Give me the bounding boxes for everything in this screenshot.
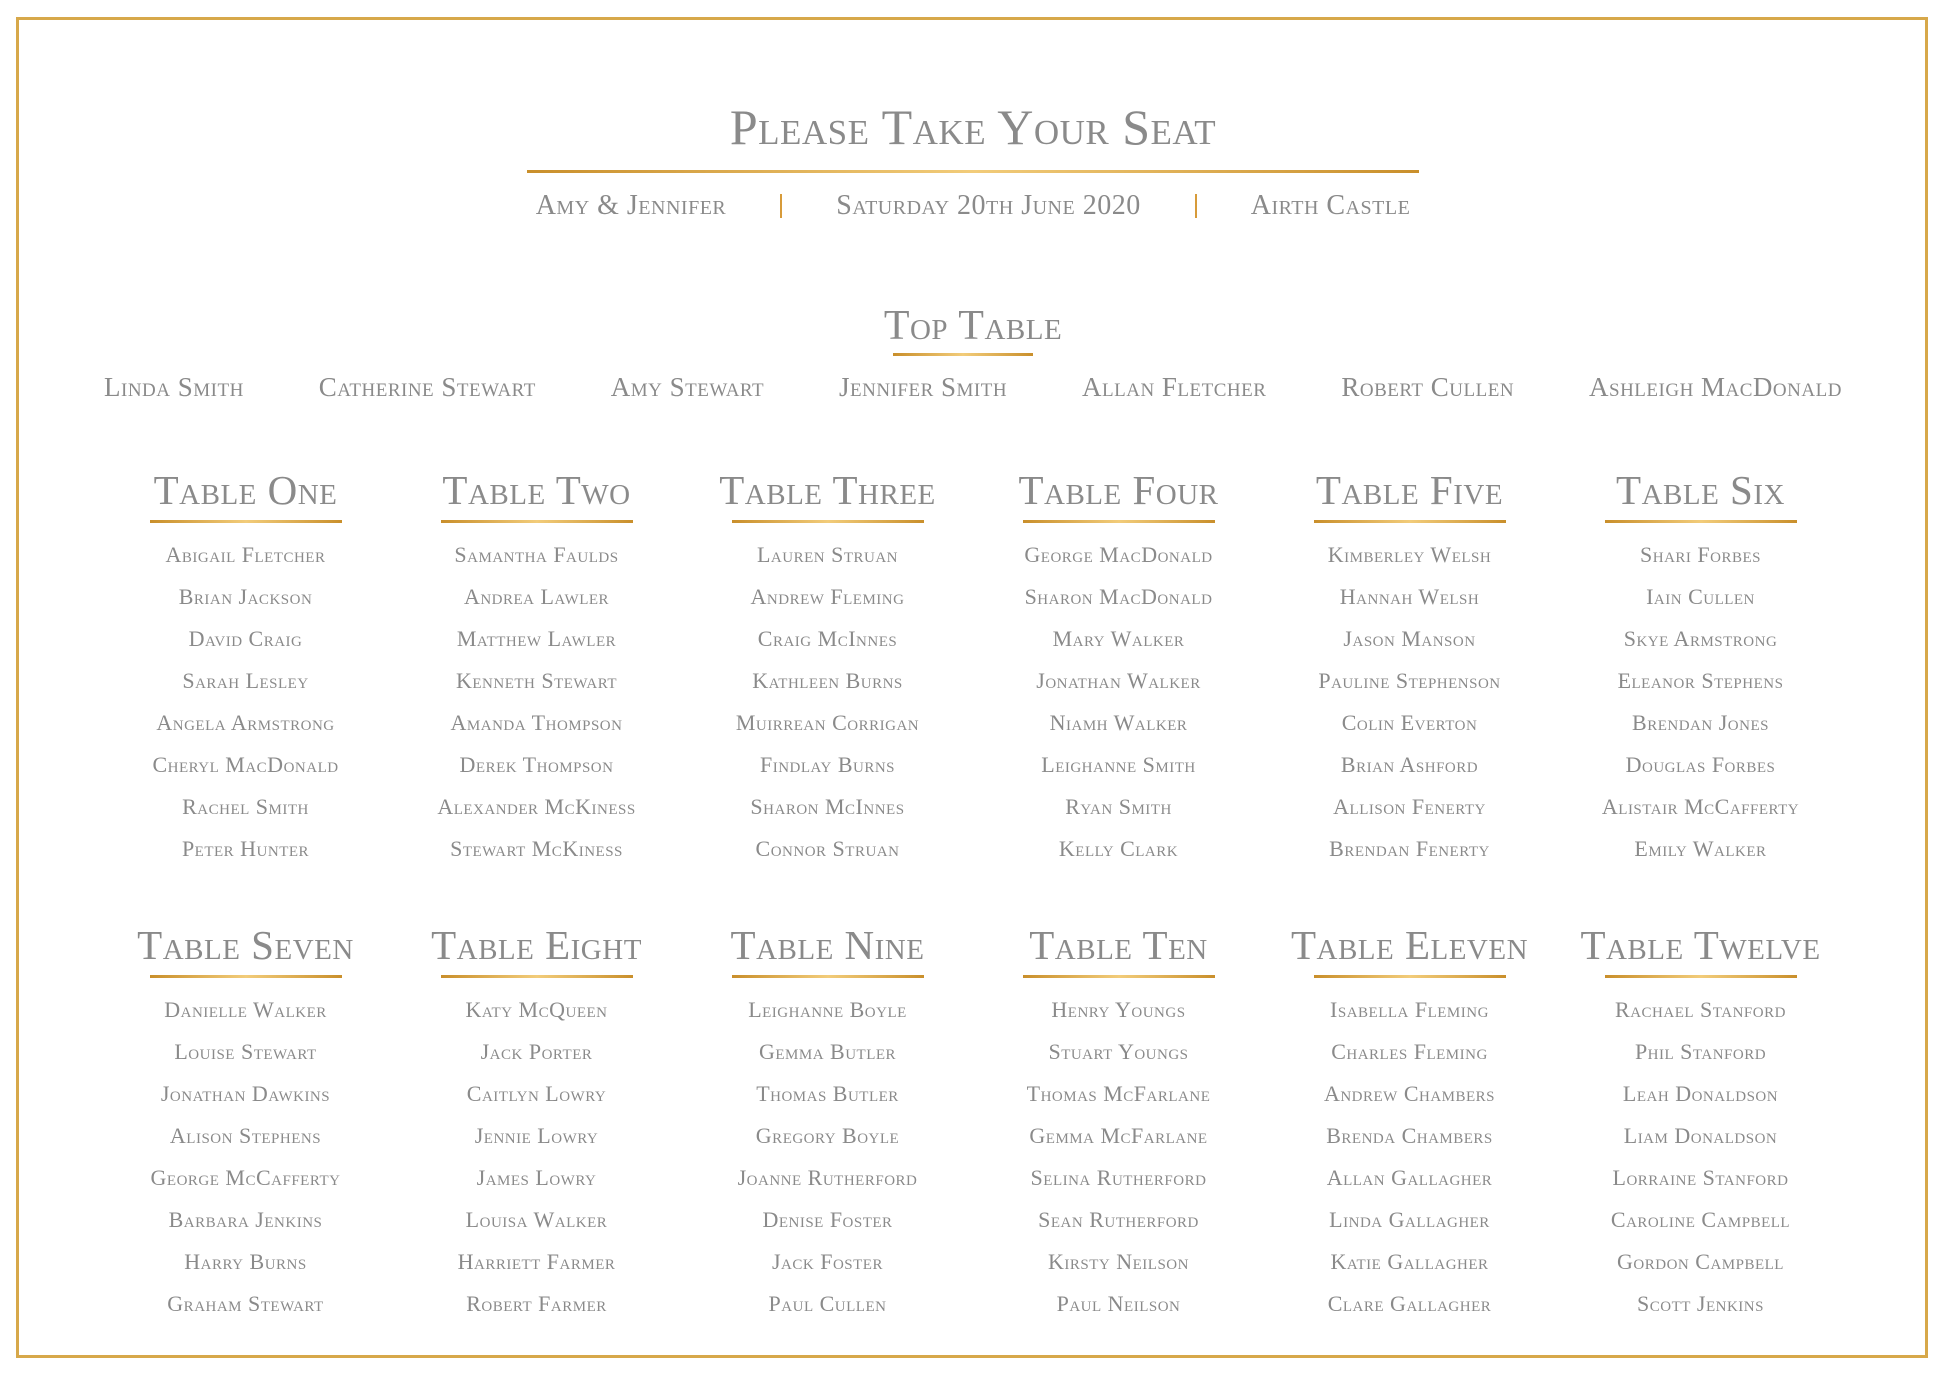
guest-name: Brendan Fenerty (1329, 836, 1490, 861)
table-block (1555, 917, 1846, 1325)
guest-name: Brenda Chambers (1326, 1123, 1493, 1148)
guest-name: Charles Fleming (1331, 1039, 1488, 1064)
table-block (100, 917, 391, 1325)
tables-row-1 (100, 462, 1846, 870)
guest-name: Peter Hunter (181, 836, 310, 861)
table-divider (150, 975, 342, 978)
guest-name: Jack Foster (772, 1249, 883, 1274)
guest-name: Leighanne Smith (1041, 752, 1196, 777)
guest-name: Robert Cullen (1341, 372, 1515, 402)
guest-name: Jonathan Walker (1036, 668, 1201, 693)
guest-name: Mary Walker (1052, 626, 1185, 651)
guest-name: Samantha Faulds (454, 542, 619, 567)
guest-name: Allan Fletcher (1082, 372, 1267, 402)
table-divider (732, 975, 924, 978)
table-block (1555, 462, 1846, 870)
guest-name: Kelly Clark (1058, 836, 1179, 861)
guest-name: George MacDonald (1024, 542, 1213, 567)
tables-row-2 (100, 917, 1846, 1325)
guest-name: Thomas McFarlane (1026, 1081, 1211, 1106)
table-block (391, 462, 682, 870)
guest-name: Denise Foster (762, 1207, 893, 1232)
guest-name: Gordon Campbell (1617, 1249, 1784, 1274)
table-divider (1314, 520, 1506, 523)
table-heading: Table Five (1315, 467, 1504, 513)
guest-name: Katie Gallagher (1330, 1249, 1489, 1274)
guest-name: Ashleigh MacDonald (1589, 372, 1842, 402)
guest-name: Selina Rutherford (1030, 1165, 1207, 1190)
guest-name: Andrew Fleming (750, 584, 905, 609)
guest-name: Catherine Stewart (318, 372, 536, 402)
top-table-heading: Top Table (883, 303, 1063, 349)
table-divider (441, 975, 633, 978)
guest-name: Linda Gallagher (1329, 1207, 1490, 1232)
table-divider (1314, 975, 1506, 978)
guest-name: David Craig (188, 626, 303, 651)
guest-name: Gregory Boyle (755, 1123, 900, 1148)
guest-name: Ryan Smith (1065, 794, 1172, 819)
guest-name: Lorraine Stanford (1612, 1165, 1789, 1190)
guest-name: Kenneth Stewart (455, 668, 618, 693)
guest-name: Rachael Stanford (1615, 997, 1786, 1022)
guest-name: Emily Walker (1634, 836, 1767, 861)
table-divider (150, 520, 342, 523)
table-heading: Table Two (442, 467, 631, 513)
guest-name: Henry Youngs (1051, 997, 1186, 1022)
guest-name: Kathleen Burns (752, 668, 903, 693)
guest-name: Amanda Thompson (450, 710, 623, 735)
guest-name: Paul Neilson (1056, 1291, 1181, 1316)
table-block (973, 917, 1264, 1325)
guest-name: Skye Armstrong (1623, 626, 1778, 651)
table-divider (1023, 520, 1215, 523)
guest-name: Eleanor Stephens (1617, 668, 1784, 693)
guest-name: Craig McInnes (757, 626, 898, 651)
page-title: Please Take Your Seat (729, 99, 1217, 155)
guest-name: Abigail Fletcher (165, 542, 326, 567)
table-block (391, 917, 682, 1325)
guest-name: Liam Donaldson (1623, 1123, 1778, 1148)
table-heading: Table Eight (431, 922, 642, 968)
guest-name: Brendan Jones (1632, 710, 1769, 735)
guest-name: Niamh Walker (1049, 710, 1188, 735)
guest-name: Pauline Stephenson (1318, 668, 1501, 693)
title-divider (527, 170, 1419, 173)
table-heading: Table Eleven (1290, 922, 1529, 968)
guest-name: Leighanne Boyle (748, 997, 907, 1022)
guest-name: Thomas Butler (756, 1081, 899, 1106)
guest-name: Louisa Walker (465, 1207, 608, 1232)
guest-name: Stewart McKiness (450, 836, 623, 861)
guest-name: Kirsty Neilson (1048, 1249, 1189, 1274)
guest-name: Andrea Lawler (463, 584, 610, 609)
guest-name: Jack Porter (480, 1039, 593, 1064)
guest-name: Rachel Smith (182, 794, 309, 819)
guest-name: Findlay Burns (759, 752, 896, 777)
guest-name: Joanne Rutherford (737, 1165, 918, 1190)
table-block (100, 462, 391, 870)
table-divider (1605, 520, 1797, 523)
guest-name: Caitlyn Lowry (466, 1081, 607, 1106)
guest-name: Danielle Walker (164, 997, 327, 1022)
couple-names: Amy & Jennifer (535, 190, 727, 221)
guest-name: Katy McQueen (465, 997, 608, 1022)
guest-name: Jennie Lowry (474, 1123, 599, 1148)
guest-name: Clare Gallagher (1327, 1291, 1492, 1316)
guest-name: Paul Cullen (768, 1291, 887, 1316)
guest-name: Robert Farmer (466, 1291, 607, 1316)
guest-name: Colin Everton (1341, 710, 1478, 735)
guest-name: Kimberley Welsh (1327, 542, 1492, 567)
guest-name: Phil Stanford (1634, 1039, 1767, 1064)
top-table-divider (893, 353, 1033, 356)
guest-name: Amy Stewart (610, 372, 765, 402)
guest-name: Douglas Forbes (1625, 752, 1776, 777)
guest-name: Alistair McCafferty (1601, 794, 1800, 819)
table-block (1264, 462, 1555, 870)
table-divider (1605, 975, 1797, 978)
guest-name: Gemma Butler (758, 1039, 897, 1064)
guest-name: Shari Forbes (1640, 542, 1761, 567)
guest-name: Scott Jenkins (1637, 1291, 1764, 1316)
table-heading: Table Ten (1029, 922, 1208, 968)
top-table-guests (80, 372, 1866, 403)
guest-name: Connor Struan (755, 836, 900, 861)
guest-name: Alison Stephens (169, 1123, 322, 1148)
guest-name: Louise Stewart (174, 1039, 317, 1064)
table-divider (441, 520, 633, 523)
guest-name: Linda Smith (104, 372, 244, 402)
guest-name: Graham Stewart (167, 1291, 324, 1316)
guest-name: Stuart Youngs (1048, 1039, 1189, 1064)
table-divider (732, 520, 924, 523)
guest-name: Sharon MacDonald (1024, 584, 1213, 609)
guest-name: Iain Cullen (1646, 584, 1755, 609)
guest-name: Jennifer Smith (839, 372, 1008, 402)
guest-name: Sean Rutherford (1038, 1207, 1199, 1232)
guest-name: Gemma McFarlane (1029, 1123, 1208, 1148)
guest-name: Angela Armstrong (156, 710, 335, 735)
table-block (682, 917, 973, 1325)
guest-name: Alexander McKiness (437, 794, 636, 819)
guest-name: Harriett Farmer (457, 1249, 616, 1274)
guest-name: Andrew Chambers (1323, 1081, 1496, 1106)
guest-name: James Lowry (476, 1165, 597, 1190)
guest-name: Jason Manson (1343, 626, 1476, 651)
event-date: Saturday 20th June 2020 (836, 190, 1141, 221)
table-divider (1023, 975, 1215, 978)
guest-name: Sarah Lesley (182, 668, 309, 693)
guest-name: Caroline Campbell (1610, 1207, 1791, 1232)
guest-name: Muirrean Corrigan (735, 710, 920, 735)
table-heading: Table Nine (730, 922, 925, 968)
table-heading: Table One (153, 467, 338, 513)
guest-name: George McCafferty (150, 1165, 341, 1190)
guest-name: Derek Thompson (459, 752, 614, 777)
table-heading: Table Twelve (1580, 922, 1821, 968)
table-heading: Table Four (1018, 467, 1219, 513)
guest-name: Barbara Jenkins (168, 1207, 323, 1232)
guest-name: Lauren Struan (756, 542, 898, 567)
guest-name: Hannah Welsh (1339, 584, 1480, 609)
guest-name: Cheryl MacDonald (152, 752, 339, 777)
table-heading: Table Three (719, 467, 936, 513)
guest-name: Jonathan Dawkins (160, 1081, 331, 1106)
guest-name: Brian Ashford (1340, 752, 1479, 777)
event-details (0, 190, 1946, 222)
guest-name: Isabella Fleming (1330, 997, 1489, 1022)
guest-name: Allison Fenerty (1333, 794, 1486, 819)
guest-name: Harry Burns (184, 1249, 307, 1274)
guest-name: Leah Donaldson (1622, 1081, 1779, 1106)
table-block (973, 462, 1264, 870)
table-block (1264, 917, 1555, 1325)
table-heading: Table Seven (137, 922, 354, 968)
guest-name: Brian Jackson (178, 584, 313, 609)
guest-name: Sharon McInnes (750, 794, 905, 819)
event-venue: Airth Castle (1250, 190, 1411, 221)
guest-name: Matthew Lawler (456, 626, 617, 651)
guest-name: Allan Gallagher (1326, 1165, 1493, 1190)
table-heading: Table Six (1616, 467, 1785, 513)
table-block (682, 462, 973, 870)
